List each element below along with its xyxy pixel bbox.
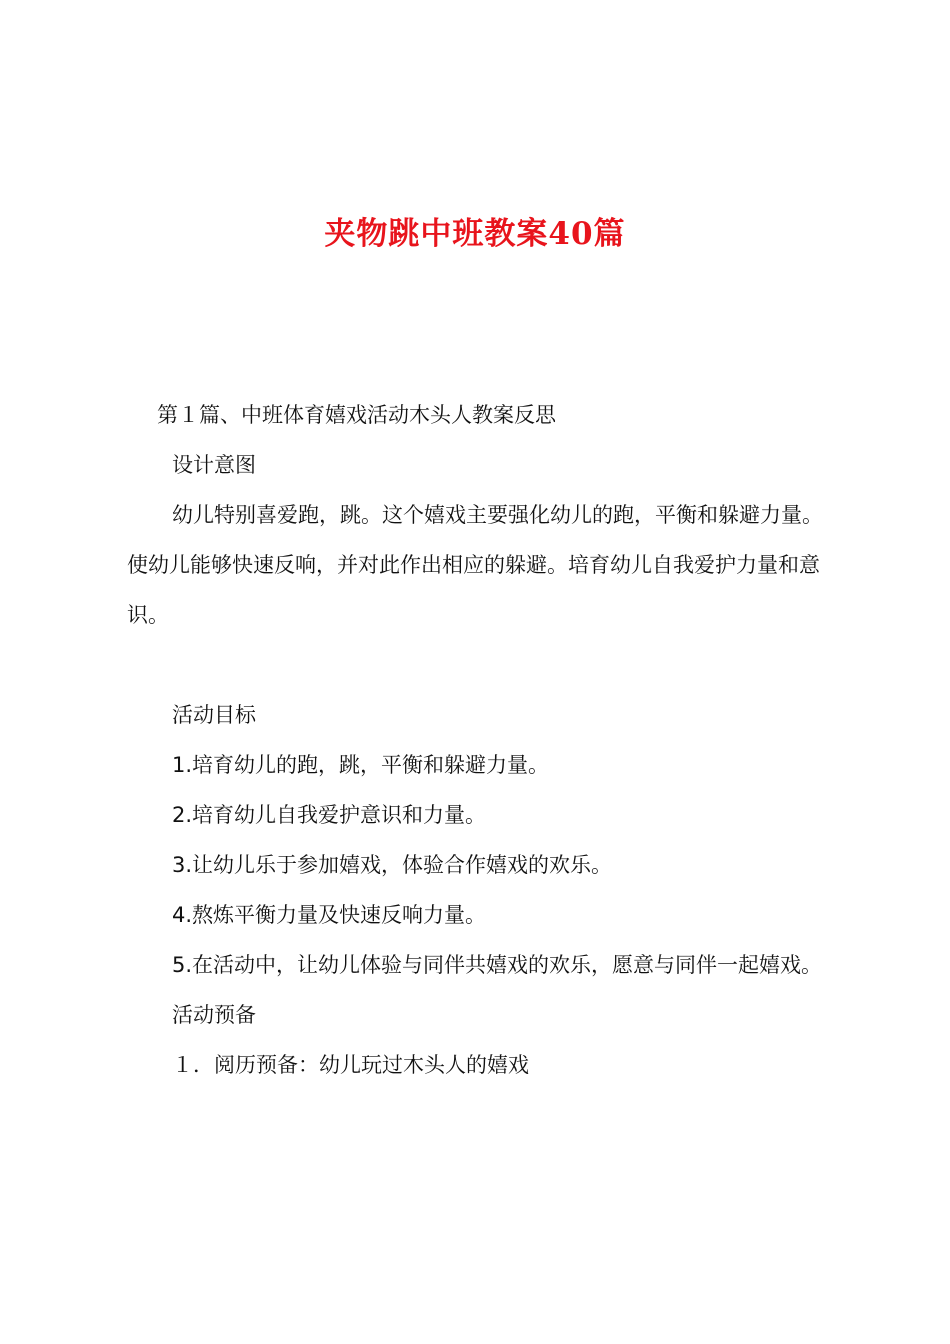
preparation-heading: 活动预备 <box>172 1003 256 1027</box>
goal-item-2: 2.培育幼儿自我爱护意识和力量。 <box>172 803 487 827</box>
design-intent-paragraph: 幼儿特别喜爱跑，跳。这个嬉戏主要强化幼儿的跑，平衡和躲避力量。使幼儿能够快速反响，并对此作出相应的躲避。培育幼儿自我爱护力量和意识。 <box>127 503 823 627</box>
goal-item-5: 5.在活动中，让幼儿体验与同伴共嬉戏的欢乐，愿意与同伴一起嬉戏。 <box>172 953 823 977</box>
paragraph-spacer <box>127 640 832 690</box>
document-body <box>127 390 832 1090</box>
section-heading: 第１篇、中班体育嬉戏活动木头人教案反思 <box>157 403 556 427</box>
goal-item-4: 4.熬炼平衡力量及快速反响力量。 <box>172 903 487 927</box>
document-title: 夹物跳中班教案40篇 <box>324 216 626 252</box>
preparation-item-1: １．阅历预备：幼儿玩过木头人的嬉戏 <box>172 1053 529 1077</box>
goal-item-1: 1.培育幼儿的跑，跳，平衡和躲避力量。 <box>172 753 550 777</box>
goals-heading: 活动目标 <box>172 703 256 727</box>
design-intent-heading: 设计意图 <box>172 453 256 477</box>
goal-item-3: 3.让幼儿乐于参加嬉戏，体验合作嬉戏的欢乐。 <box>172 853 613 877</box>
